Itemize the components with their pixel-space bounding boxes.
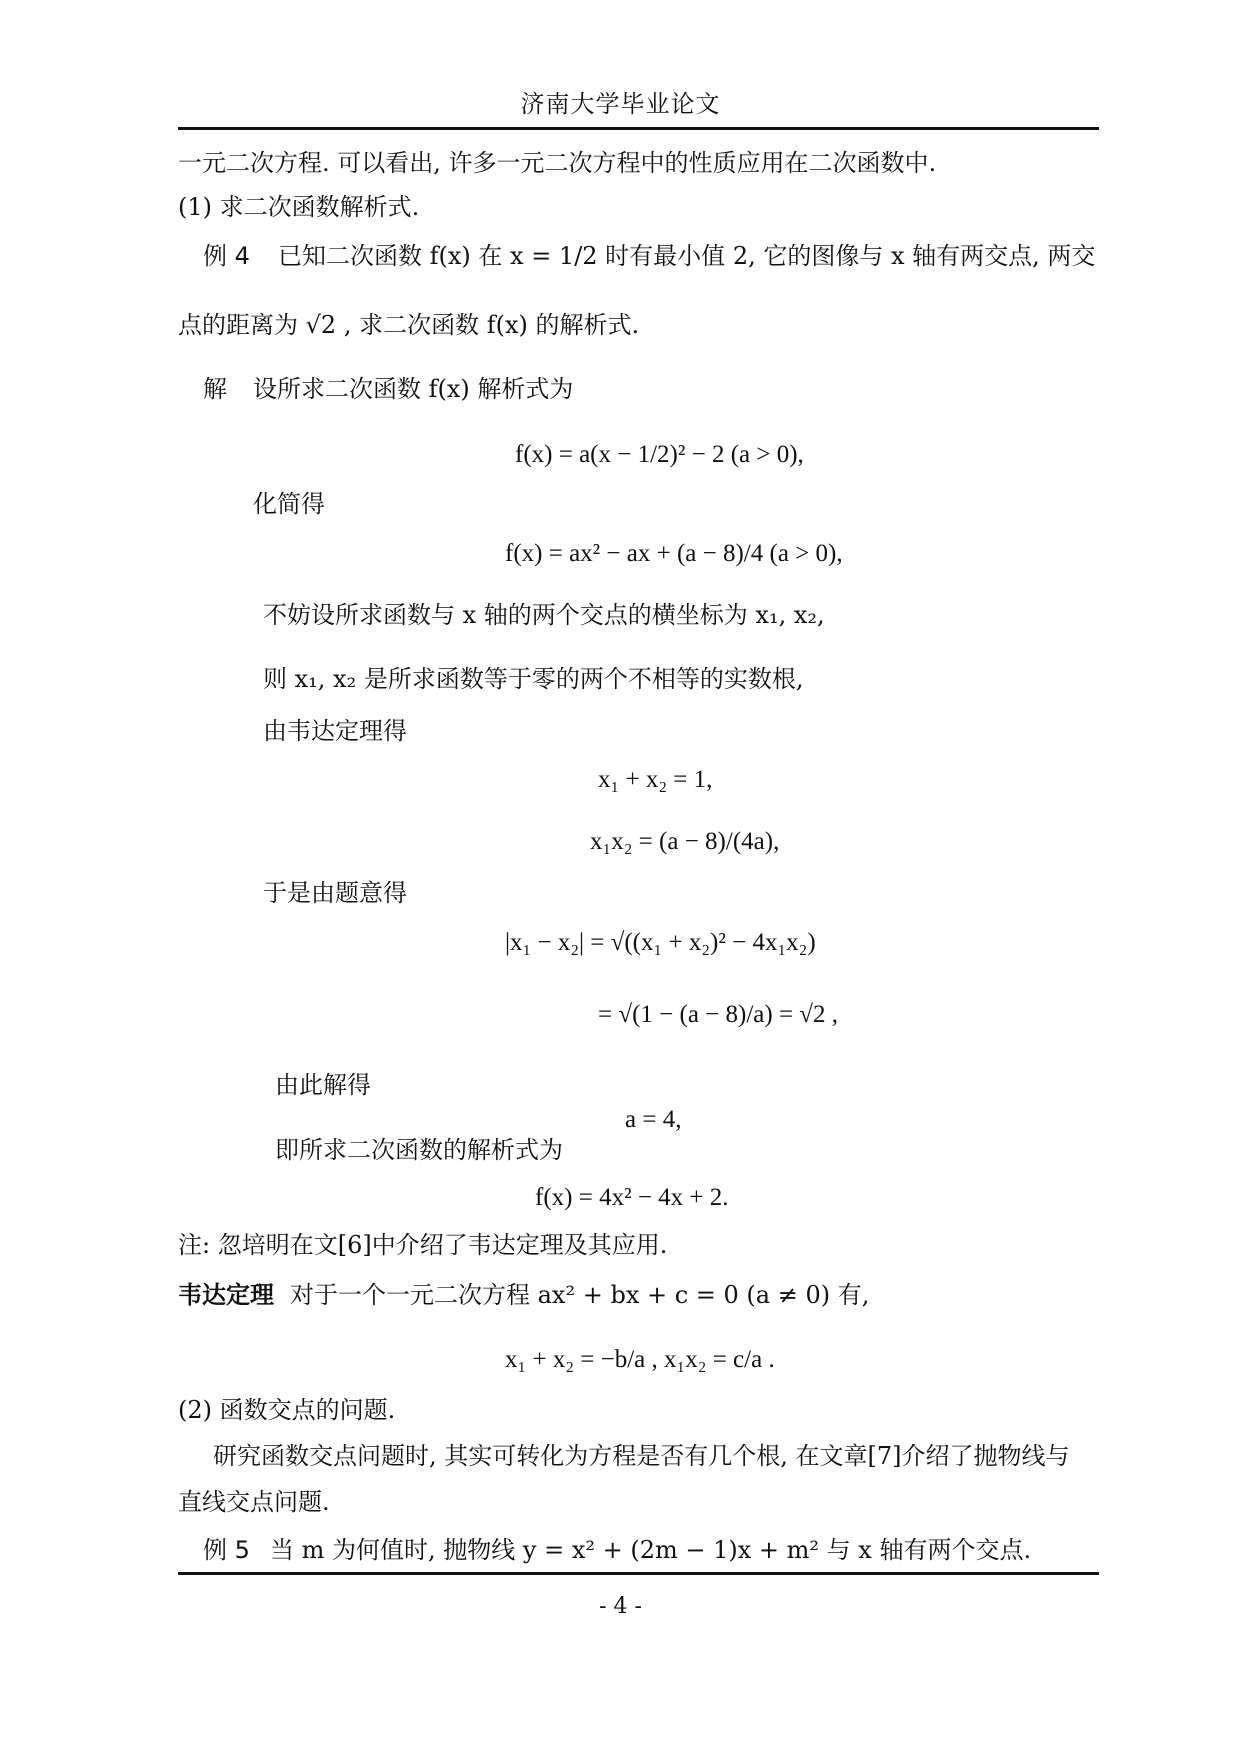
result-intro: 即所求二次函数的解析式为 xyxy=(275,1136,563,1164)
example-5-label: 例 5 xyxy=(203,1536,250,1564)
paragraph-line-1: 研究函数交点问题时, 其实可转化为方程是否有几个根, 在文章[7]介绍了抛物线与 xyxy=(213,1442,1070,1470)
equation-vertex-form: f(x) = a(x − 1/2)² − 2 (a > 0), xyxy=(515,441,804,468)
solution-intro: 设所求二次函数 f(x) 解析式为 xyxy=(253,375,574,403)
vieta-theorem-text: 对于一个一元二次方程 ax² + bx + c = 0 (a ≠ 0) 有, xyxy=(290,1281,870,1309)
page-number: - 4 - xyxy=(599,1594,642,1619)
vieta-theorem-label: 韦达定理 xyxy=(178,1281,274,1309)
equation-sum-of-roots: x₁ + x₂ = 1, xyxy=(598,766,713,793)
example-5-text: 当 m 为何值时, 抛物线 y = x² + (2m − 1)x + m² 与 x 轴有两个交点. xyxy=(270,1536,1032,1564)
intro-line: 一元二次方程. 可以看出, 许多一元二次方程中的性质应用在二次函数中. xyxy=(178,149,937,177)
roots-assumption: 不妨设所求函数与 x 轴的两个交点的横坐标为 x₁, x₂, xyxy=(263,601,825,629)
equation-root-distance-value: = √(1 − (a − 8)/a) = √2 , xyxy=(598,1001,839,1028)
section-2-heading: (2) 函数交点的问题. xyxy=(178,1396,396,1424)
equation-root-distance: |x₁ − x₂| = √((x₁ + x₂)² − 4x₁x₂) xyxy=(505,929,816,956)
example-4-text-2: 点的距离为 √2 , 求二次函数 f(x) 的解析式. xyxy=(178,311,640,339)
header-rule xyxy=(178,127,1099,130)
page-header-title: 济南大学毕业论文 xyxy=(520,90,721,118)
equation-vieta: x₁ + x₂ = −b/a , x₁x₂ = c/a . xyxy=(505,1346,775,1373)
note-line: 注: 忽培明在文[6]中介绍了韦达定理及其应用. xyxy=(178,1231,668,1259)
example-4-label: 例 4 xyxy=(203,242,250,270)
so-by-label: 于是由题意得 xyxy=(263,879,407,907)
solved-label: 由此解得 xyxy=(275,1071,371,1099)
footer-rule xyxy=(178,1572,1099,1575)
section-1-heading: (1) 求二次函数解析式. xyxy=(178,193,420,221)
roots-statement: 则 x₁, x₂ 是所求函数等于零的两个不相等的实数根, xyxy=(263,665,804,693)
solution-label: 解 xyxy=(203,375,227,403)
equation-a-value: a = 4, xyxy=(625,1106,682,1133)
vieta-by-label: 由韦达定理得 xyxy=(263,717,407,745)
example-4-text-1: 已知二次函数 f(x) 在 x = 1/2 时有最小值 2, 它的图像与 x 轴有两交点, 两交 xyxy=(278,242,1096,270)
paragraph-line-2: 直线交点问题. xyxy=(178,1488,330,1516)
equation-result: f(x) = 4x² − 4x + 2. xyxy=(535,1184,729,1211)
equation-expanded: f(x) = ax² − ax + (a − 8)/4 (a > 0), xyxy=(505,540,843,567)
equation-product-of-roots: x₁x₂ = (a − 8)/(4a), xyxy=(590,828,780,855)
simplify-label: 化简得 xyxy=(253,490,325,518)
